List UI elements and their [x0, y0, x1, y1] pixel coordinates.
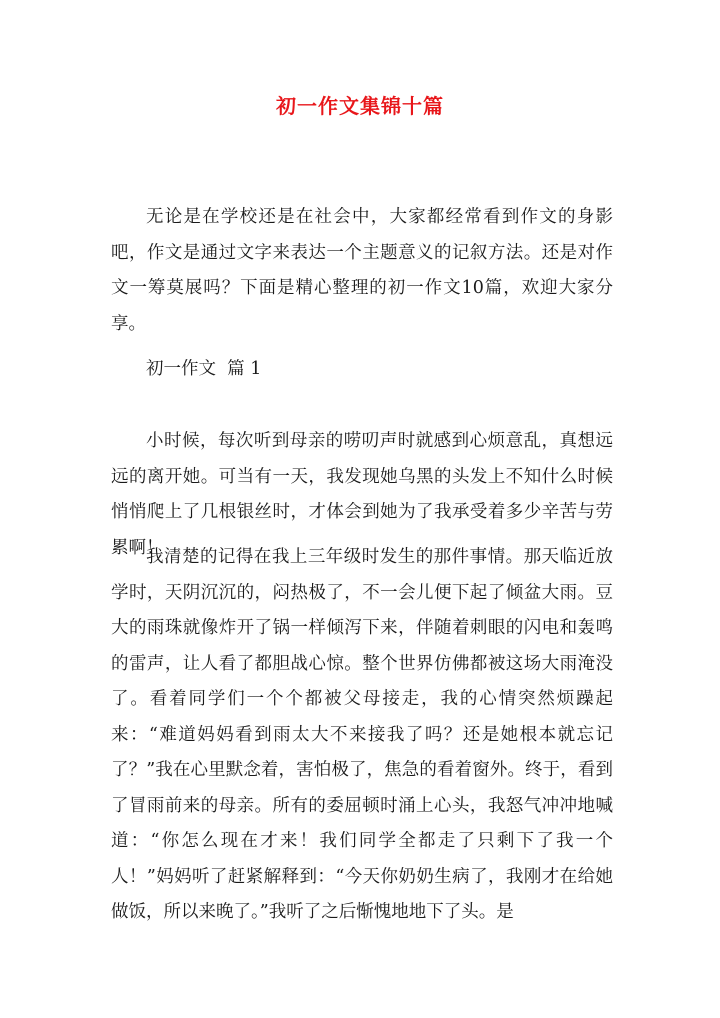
body-paragraph-2: 我清楚的记得在我上三年级时发生的那件事情。那天临近放学时，天阴沉沉的，闷热极了，不一会儿便下起了倾盆大雨。豆大的雨珠就像炸开了锅一样倾泻下来，伴随着刺眼的闪电和轰鸣的雷声，让人看了都胆战心惊。整个世界仿佛都被这场大雨淹没了。看着同学们一个个都被父母接走，我的心情突然烦躁起来：“难道妈妈看到雨太大不来接我了吗？还是她根本就忘记了？”我在心里默念着，害怕极了，焦急的看着窗外。终于，看到了冒雨前来的母亲。所有的委屈顿时涌上心头，我怒气冲冲地喊道：“你怎么现在才来！我们同学全都走了只剩下了我一个人！”妈妈听了赶紧解释到：“今天你奶奶生病了，我刚才在给她做饭，所以来晚了。”我听了之后惭愧地地下了头。是: [111, 547, 613, 922]
intro-paragraph: 无论是在学校还是在社会中，大家都经常看到作文的身影吧，作文是通过文字来表达一个主题意义的记叙方法。还是对作文一筹莫展吗？下面是精心整理的初一作文10篇，欢迎大家分享。: [111, 207, 613, 334]
section-heading: 初一作文 篇 1: [146, 359, 262, 379]
document-title: 初一作文集锦十篇: [276, 94, 444, 118]
body-paragraph-1: 小时候，每次听到母亲的唠叨声时就感到心烦意乱，真想远远的离开她。可当有一天，我发现她乌黑的头发上不知什么时候悄悄爬上了几根银丝时，才体会到她为了我承受着多少辛苦与劳累啊！: [111, 431, 613, 558]
